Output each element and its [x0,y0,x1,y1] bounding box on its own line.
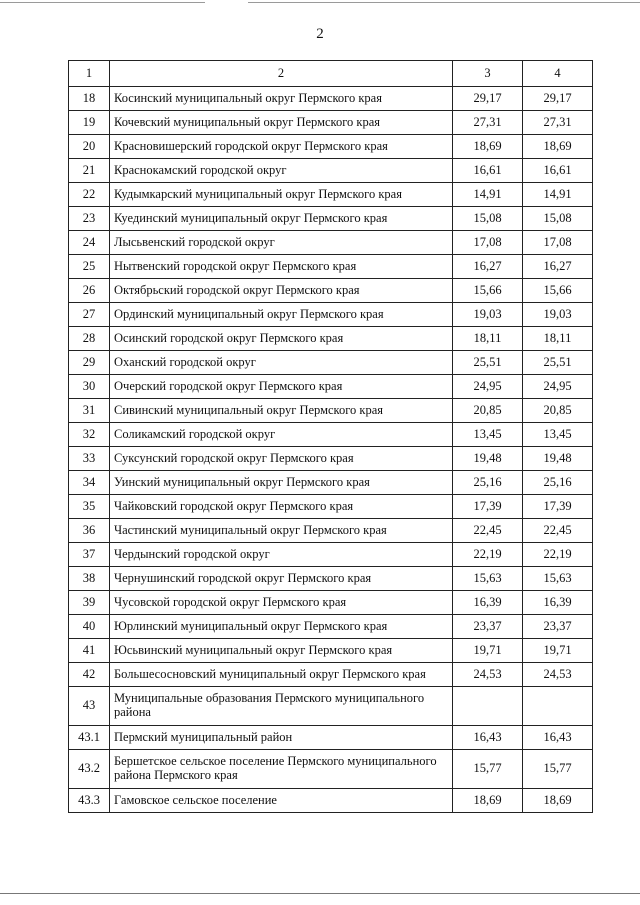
table-row [69,789,593,813]
row-name: Октябрьский городской округ Пермского края [110,279,453,303]
row-name: Оханский городской округ [110,351,453,375]
header-col-2: 2 [110,61,453,87]
row-number: 27 [69,303,110,327]
row-name: Чайковский городской округ Пермского края [110,495,453,519]
table-row [69,159,593,183]
table-row [69,111,593,135]
table-row [69,183,593,207]
row-value-col-3: 14,91 [453,183,523,207]
row-number: 23 [69,207,110,231]
row-value-col-3: 25,16 [453,471,523,495]
table-row [69,231,593,255]
row-number: 39 [69,591,110,615]
row-value-col-4: 16,61 [523,159,593,183]
top-scan-line-left [0,2,205,3]
row-value-col-3: 15,63 [453,567,523,591]
row-value-col-4: 22,45 [523,519,593,543]
table-body [69,87,593,813]
table-row [69,471,593,495]
row-value-col-3: 25,51 [453,351,523,375]
row-name: Осинский городской округ Пермского края [110,327,453,351]
row-value-col-3: 13,45 [453,423,523,447]
table-row [69,423,593,447]
row-name: Соликамский городской округ [110,423,453,447]
row-name: Куединский муниципальный округ Пермского края [110,207,453,231]
row-name: Нытвенский городской округ Пермского края [110,255,453,279]
row-value-col-4: 25,51 [523,351,593,375]
row-value-col-3: 16,27 [453,255,523,279]
table-row [69,519,593,543]
row-value-col-4: 25,16 [523,471,593,495]
row-number: 29 [69,351,110,375]
row-number: 35 [69,495,110,519]
row-number: 38 [69,567,110,591]
row-number: 42 [69,663,110,687]
row-value-col-3: 16,43 [453,726,523,750]
row-value-col-3: 17,08 [453,231,523,255]
row-name: Красновишерский городской округ Пермского края [110,135,453,159]
row-name: Краснокамский городской округ [110,159,453,183]
row-number: 31 [69,399,110,423]
table-row [69,591,593,615]
table-row [69,687,593,726]
row-value-col-3: 19,03 [453,303,523,327]
row-number: 34 [69,471,110,495]
row-value-col-3: 15,66 [453,279,523,303]
row-name: Сивинский муниципальный округ Пермского края [110,399,453,423]
row-value-col-4: 18,69 [523,789,593,813]
row-value-col-4: 17,39 [523,495,593,519]
row-number: 26 [69,279,110,303]
data-table [68,60,593,813]
row-value-col-3: 16,61 [453,159,523,183]
row-value-col-3 [453,687,523,726]
row-number: 30 [69,375,110,399]
row-number: 43 [69,687,110,726]
row-value-col-3: 24,53 [453,663,523,687]
table-row [69,207,593,231]
row-number: 19 [69,111,110,135]
row-value-col-4: 15,08 [523,207,593,231]
row-number: 21 [69,159,110,183]
row-value-col-4: 20,85 [523,399,593,423]
row-value-col-4: 16,43 [523,726,593,750]
table-row [69,663,593,687]
table-row [69,615,593,639]
header-col-1: 1 [69,61,110,87]
table-row [69,495,593,519]
row-value-col-4: 17,08 [523,231,593,255]
row-name: Пермский муниципальный район [110,726,453,750]
row-value-col-3: 17,39 [453,495,523,519]
row-name: Муниципальные образования Пермского муниципального района [110,687,453,726]
table-row [69,567,593,591]
table-row [69,327,593,351]
row-number: 43.1 [69,726,110,750]
row-value-col-4: 15,63 [523,567,593,591]
table-row [69,279,593,303]
table-row [69,351,593,375]
table-header-row [69,61,593,87]
row-number: 25 [69,255,110,279]
row-name: Лысьвенский городской округ [110,231,453,255]
table-row [69,375,593,399]
row-number: 41 [69,639,110,663]
table-row [69,135,593,159]
row-value-col-4: 15,66 [523,279,593,303]
row-number: 36 [69,519,110,543]
row-name: Частинский муниципальный округ Пермского края [110,519,453,543]
row-number: 24 [69,231,110,255]
row-value-col-4: 16,27 [523,255,593,279]
row-value-col-3: 24,95 [453,375,523,399]
row-number: 18 [69,87,110,111]
row-value-col-3: 29,17 [453,87,523,111]
row-value-col-4: 19,71 [523,639,593,663]
row-value-col-3: 18,69 [453,789,523,813]
row-name: Чердынский городской округ [110,543,453,567]
row-value-col-3: 16,39 [453,591,523,615]
row-value-col-3: 18,69 [453,135,523,159]
row-name: Бершетское сельское поселение Пермского муниципального района Пермского края [110,750,453,789]
row-name: Ординский муниципальный округ Пермского края [110,303,453,327]
header-col-4: 4 [523,61,593,87]
row-value-col-4: 18,11 [523,327,593,351]
row-value-col-3: 19,48 [453,447,523,471]
row-value-col-3: 22,45 [453,519,523,543]
table-row [69,726,593,750]
table-row [69,255,593,279]
row-value-col-4: 24,95 [523,375,593,399]
row-name: Суксунский городской округ Пермского края [110,447,453,471]
row-value-col-3: 19,71 [453,639,523,663]
row-value-col-4: 14,91 [523,183,593,207]
table-row [69,447,593,471]
row-number: 33 [69,447,110,471]
row-number: 22 [69,183,110,207]
table-row [69,750,593,789]
row-value-col-4: 18,69 [523,135,593,159]
row-value-col-3: 15,08 [453,207,523,231]
row-name: Чернушинский городской округ Пермского края [110,567,453,591]
row-number: 32 [69,423,110,447]
row-value-col-3: 23,37 [453,615,523,639]
table-row [69,87,593,111]
row-name: Уинский муниципальный округ Пермского края [110,471,453,495]
row-value-col-4: 29,17 [523,87,593,111]
row-name: Косинский муниципальный округ Пермского края [110,87,453,111]
row-name: Гамовское сельское поселение [110,789,453,813]
row-value-col-4: 23,37 [523,615,593,639]
row-number: 37 [69,543,110,567]
table-row [69,399,593,423]
row-name: Большесосновский муниципальный округ Пермского края [110,663,453,687]
row-value-col-4: 27,31 [523,111,593,135]
row-name: Юрлинский муниципальный округ Пермского края [110,615,453,639]
row-value-col-4: 24,53 [523,663,593,687]
table-row [69,303,593,327]
row-value-col-3: 27,31 [453,111,523,135]
row-value-col-4: 15,77 [523,750,593,789]
row-value-col-3: 18,11 [453,327,523,351]
row-value-col-3: 15,77 [453,750,523,789]
page-number: 2 [316,26,324,42]
row-name: Очерский городской округ Пермского края [110,375,453,399]
row-value-col-3: 22,19 [453,543,523,567]
row-value-col-4: 22,19 [523,543,593,567]
row-number: 43.2 [69,750,110,789]
row-value-col-4: 13,45 [523,423,593,447]
row-number: 40 [69,615,110,639]
row-value-col-4 [523,687,593,726]
row-number: 20 [69,135,110,159]
header-col-3: 3 [453,61,523,87]
table-row [69,543,593,567]
row-value-col-4: 16,39 [523,591,593,615]
row-name: Кудымкарский муниципальный округ Пермского края [110,183,453,207]
row-name: Юсьвинский муниципальный округ Пермского края [110,639,453,663]
row-name: Кочевский муниципальный округ Пермского края [110,111,453,135]
row-value-col-3: 20,85 [453,399,523,423]
row-number: 43.3 [69,789,110,813]
row-name: Чусовской городской округ Пермского края [110,591,453,615]
row-value-col-4: 19,48 [523,447,593,471]
table-row [69,639,593,663]
bottom-scan-line [0,893,640,894]
top-scan-line-right [248,2,640,3]
row-value-col-4: 19,03 [523,303,593,327]
row-number: 28 [69,327,110,351]
